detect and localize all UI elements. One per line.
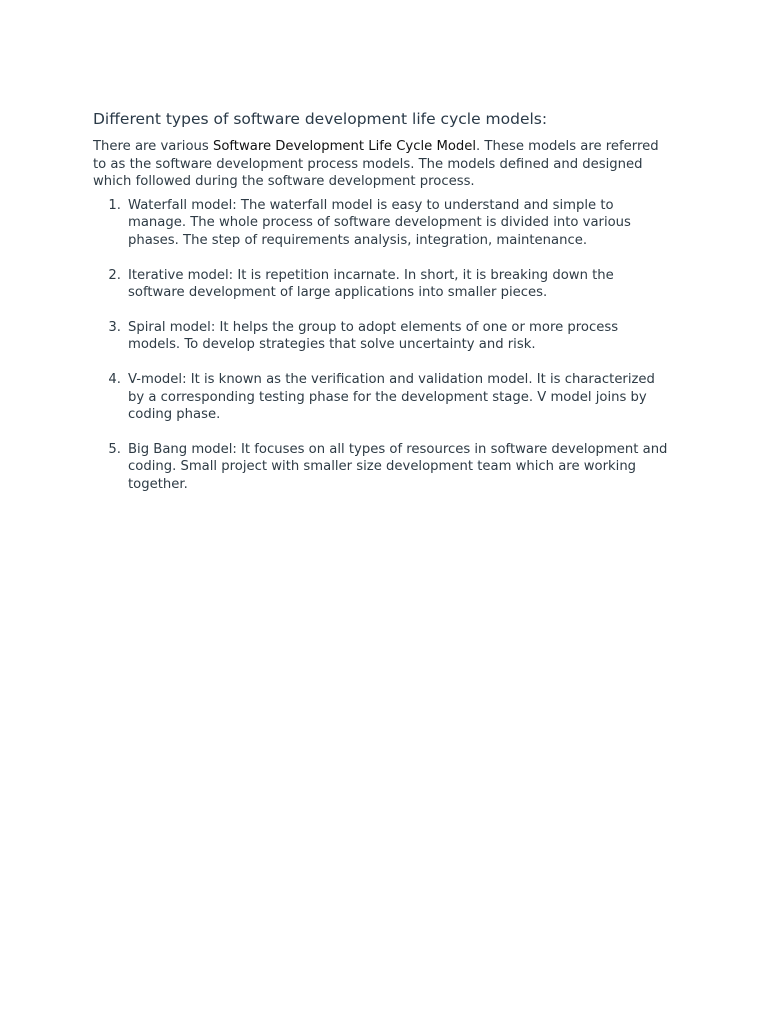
list-item-text: Iterative model: It is repetition incarnate. In short, it is breaking down the software development of large applications into smaller pieces.: [128, 267, 614, 301]
list-item-v-model: [93, 371, 673, 424]
list-item-waterfall: [93, 197, 673, 250]
document-page: [93, 108, 673, 511]
list-item-text: Big Bang model: It focuses on all types of resources in software development and coding. Small project with smaller size development team which are working together.: [128, 441, 668, 492]
list-item-text: V-model: It is known as the verification and validation model. It is characterized by a corresponding testing phase for the development stage. V model joins by coding phase.: [128, 371, 655, 423]
sdlc-model-link[interactable]: Software Development Life Cycle Model: [212, 139, 477, 154]
list-item-number: 2.: [108, 267, 121, 283]
list-item-number: 5.: [108, 441, 121, 457]
list-item-text: Waterfall model: The waterfall model is easy to understand and simple to manage. The whole process of software development is divided into various phases. The step of requirements analysis, integration, maintenance.: [128, 197, 631, 248]
list-item-number: 3.: [108, 319, 121, 335]
intro-text-before: There are various: [93, 139, 213, 154]
list-item-big-bang: [93, 441, 673, 494]
list-item-number: 1.: [108, 197, 121, 213]
intro-text-after: . These models are referred to as the software development process models. The models defined and designed which followed during the software development process.: [93, 139, 659, 190]
list-item-number: 4.: [108, 371, 121, 387]
list-item-iterative: [93, 267, 673, 302]
models-list: [93, 197, 673, 494]
list-item-spiral: [93, 319, 673, 354]
intro-paragraph: [93, 138, 673, 191]
list-item-text: Spiral model: It helps the group to adopt elements of one or more process models. To develop strategies that solve uncertainty and risk.: [128, 319, 619, 353]
document-heading: Different types of software development life cycle models:: [93, 110, 548, 128]
